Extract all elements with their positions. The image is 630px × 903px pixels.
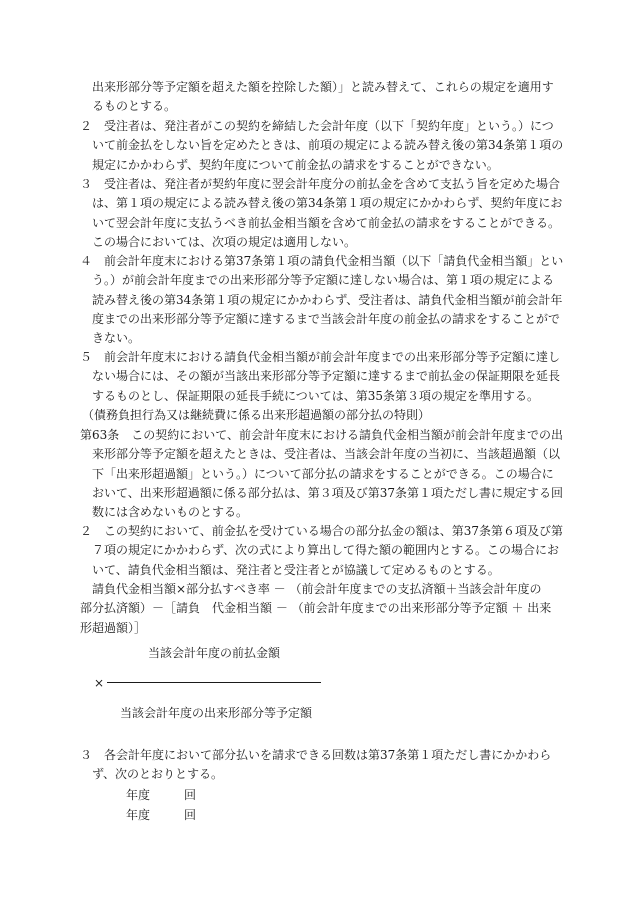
multiply-sign: × <box>94 676 105 690</box>
article-63-paragraph-2: ２ この契約において、前金払を受けている場合の部分払金の額は、第37条第６項及び第７項の規定にかかわらず、次の式により算出して得た額の範囲内とする。この場合において、請負代金相当額は、発注者と受注者とが協議して定めるものとする。 <box>80 524 564 577</box>
schedule-count-2: 回 <box>184 808 197 822</box>
paragraph-2: ２ 受注者は、発注者がこの契約を締結した会計年度（以下「契約年度」という。）について前金払をしない旨を定めたときは、前項の規定による読み替え後の第34条第１項の規定にかかわらず、契約年度について前金払の請求をすることができない。 <box>80 119 564 172</box>
paragraph-5: ５ 前会計年度末における請負代金相当額が前会計年度までの出来形部分等予定額に達しない場合には、その額が当該出来形部分等予定額に達するまで前払金の保証期限を延長するものとし、保証期限の延長手続については、第35条第３項の規定を準用する。 <box>80 350 561 403</box>
paragraph-3: ３ 受注者は、発注者が契約年度に翌会計年度分の前払金を含めて支払う旨を定めた場合は、第１項の規定による読み替え後の第34条第１項の規定にかかわらず、契約年度において翌会計年度に支払うべき前払金相当額を含めて前金払の請求をすることができる。この場合においては、次項の規定は適用しない。 <box>80 177 563 249</box>
article-63-paragraph-3: ３ 各会計年度において部分払いを請求できる回数は第37条第１項ただし書にかかわらず、次のとおりとする。 <box>80 748 552 782</box>
fraction-denominator: 当該会計年度の出来形部分等予定額 <box>120 706 313 720</box>
fraction-numerator: 当該会計年度の前払金額 <box>148 646 281 660</box>
paragraph-continuation: 出来形部分等予定額を超えた額を控除した額）」と読み替えて、これらの規定を適用するものとする。 <box>92 80 554 114</box>
schedule-year-2: 年度 <box>126 808 151 822</box>
article-63: 第63条 この契約において、前会計年度末における請負代金相当額が前会計年度までの出来形部分等予定額を超えたときは、受注者は、当該会計年度の当初に、当該超過額（以下「出来形超過額」という。）について部分払の請求をすることができる。この場合において、出来形超過額に係る部分払は、第３項及び第37条第１項ただし書に規定する回数には含めないものとする。 <box>80 428 564 520</box>
formula-text: 請負代金相当額×部分払すべき率 － （前会計年度までの支払済額＋当該会計年度の部分払済額）－［請負 代金相当額 － （前会計年度までの出来形部分等予定額 ＋ 出来形超過額）］ <box>80 582 552 635</box>
section-heading: （債務負担行為又は継続費に係る出来形超過額の部分払の特則） <box>82 408 431 422</box>
fraction-line <box>107 682 321 683</box>
schedule-count-1: 回 <box>184 788 197 802</box>
paragraph-4: ４ 前会計年度末における第37条第１項の請負代金相当額（以下「請負代金相当額」という。）が前会計年度までの出来形部分等予定額に達しない場合は、第１項の規定による読み替え後の第34条第１項の規定にかかわらず、受注者は、請負代金相当額が前会計年度までの出来形部分等予定額に達するまで当該会計年度の前金払の請求をすることができない。 <box>80 254 564 346</box>
schedule-year-1: 年度 <box>126 788 151 802</box>
